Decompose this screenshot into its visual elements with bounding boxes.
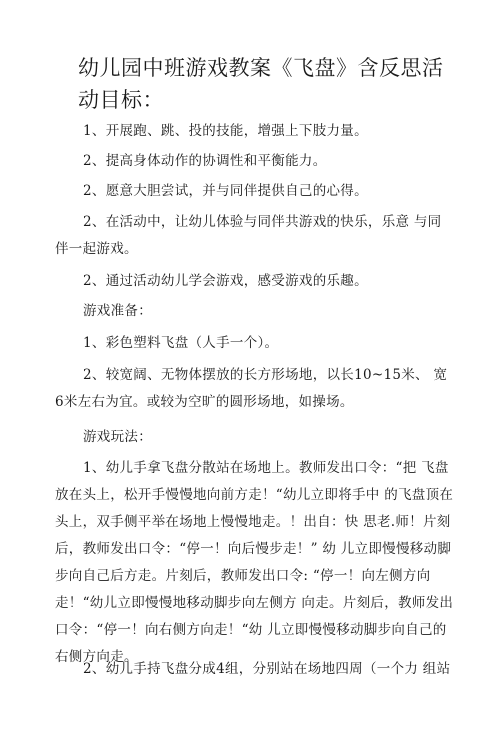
paragraph-play-2: 2、幼儿手持飞盘分成4组，分别站在场地四周（一个力 组站 xyxy=(83,661,451,677)
paragraph-goal-5: 2、通过活动幼儿学会游戏，感受游戏的乐趣。 xyxy=(83,273,368,289)
paragraph-play-1: 1、幼儿手拿飞盘分散站在场地上。教师发出口令：“把 飞盘放在头上，松开手慢慢地向前方走！“幼儿立即将手中 的飞盘顶在头上，双手侧平举在场地上慢慢地走。！出自：快 思老.师！片刻后，教师发出口令：“停一！向后慢步走！” 幼 儿立即慢慢移动脚步向自己后方走。片刻后，教师发出口令: “停一！向左侧方向走！“幼儿立即慢慢地移动脚步向左侧方 向走。片刻后，教师发出口令：“停一！向右侧方向走！“幼 儿立即慢慢移动脚步向自己的右侧方向走。 xyxy=(55,460,454,665)
paragraph-prep-2: 2、较宽阔、无物体摆放的长方形场地，以长10~15米、 宽6米左右为宜。或较为空旷的圆形场地，如操场。 xyxy=(55,367,448,410)
section-heading-play: 游戏玩法： xyxy=(83,429,152,445)
paragraph-goal-3: 2、愿意大胆尝试，并与同伴提供自己的心得。 xyxy=(83,183,368,199)
paragraph-prep-1: 1、彩色塑料飞盘（人手一个）。 xyxy=(83,335,279,351)
document-title: 幼儿园中班游戏教案《飞盘》含反思活动目标： xyxy=(78,56,444,112)
section-heading-preparation: 游戏准备： xyxy=(83,303,152,319)
paragraph-goal-1: 1、开展跑、跳、投的技能，增强上下肢力量。 xyxy=(83,123,368,139)
paragraph-goal-2: 2、提高身体动作的协调性和平衡能力。 xyxy=(83,153,327,169)
paragraph-goal-4: 2、在活动中，让幼儿体验与同伴共游戏的快乐，乐意 与同伴一起游戏。 xyxy=(55,214,442,257)
